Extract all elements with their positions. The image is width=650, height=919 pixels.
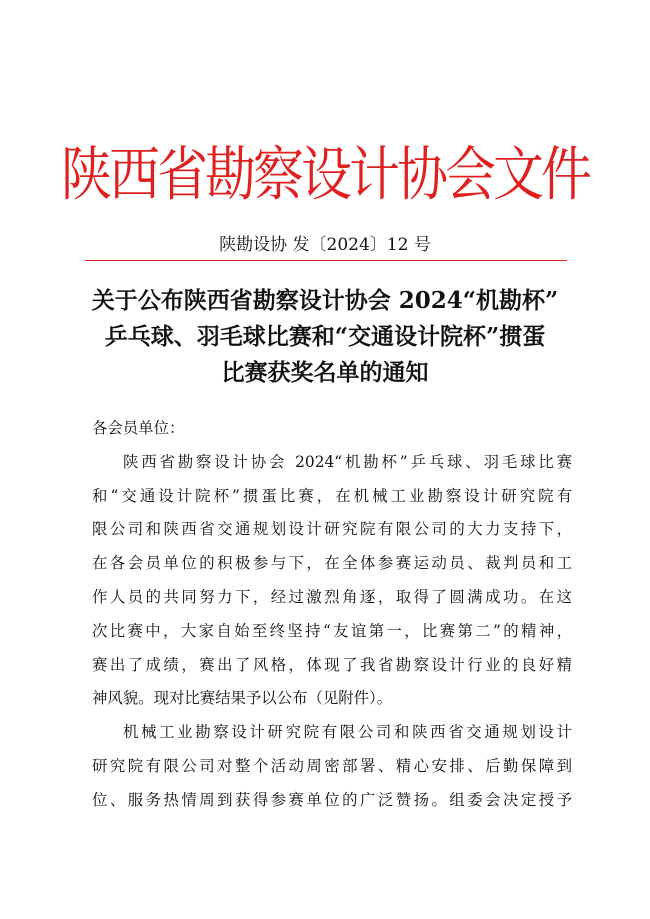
masthead-title: 陕西省勘察设计协会文件 — [60, 141, 589, 210]
paragraph-line: 和“交通设计院杯”掼蛋比赛，在机械工业勘察设计研究院有 — [92, 486, 572, 505]
paragraph-line: 赛出了成绩，赛出了风格，体现了我省勘察设计行业的良好精 — [92, 655, 572, 674]
paragraph-line: 次比赛中，大家自始至终坚持“友谊第一，比赛第二”的精神， — [92, 621, 572, 640]
paragraph-line: 在各会员单位的积极参与下，在全体参赛运动员、裁判员和工 — [92, 554, 572, 573]
red-divider-line — [85, 260, 567, 261]
document-number: 陕勘设协 发〔2024〕12 号 — [219, 235, 431, 255]
title-line: 关于公布陕西省勘察设计协会 2024“机勘杯” — [91, 287, 559, 314]
notice-title — [60, 283, 590, 391]
paragraph-line: 机械工业勘察设计研究院有限公司和陕西省交通规划设计 — [123, 723, 572, 742]
paragraph-line: 位、服务热情周到获得参赛单位的广泛赞扬。组委会决定授予 — [92, 790, 572, 809]
paragraph-line: 研究院有限公司对整个活动周密部署、精心安排、后勤保障到 — [92, 756, 572, 775]
salutation: 各会员单位： — [92, 419, 185, 437]
title-line: 乒乓球、羽毛球比赛和“交通设计院杯”掼蛋 — [104, 323, 546, 350]
paragraph-line: 作人员的共同努力下，经过激烈角逐，取得了圆满成功。在这 — [92, 587, 572, 606]
document-body — [92, 412, 572, 818]
paragraph-line: 限公司和陕西省交通规划设计研究院有限公司的大力支持下， — [92, 520, 572, 539]
title-line: 比赛获奖名单的通知 — [221, 359, 429, 386]
paragraph-line: 陕西省勘察设计协会 2024“机勘杯”乒乓球、羽毛球比赛 — [123, 452, 572, 471]
paragraph-line: 神风貌。现对比赛结果予以公布（见附件）。 — [92, 689, 393, 708]
